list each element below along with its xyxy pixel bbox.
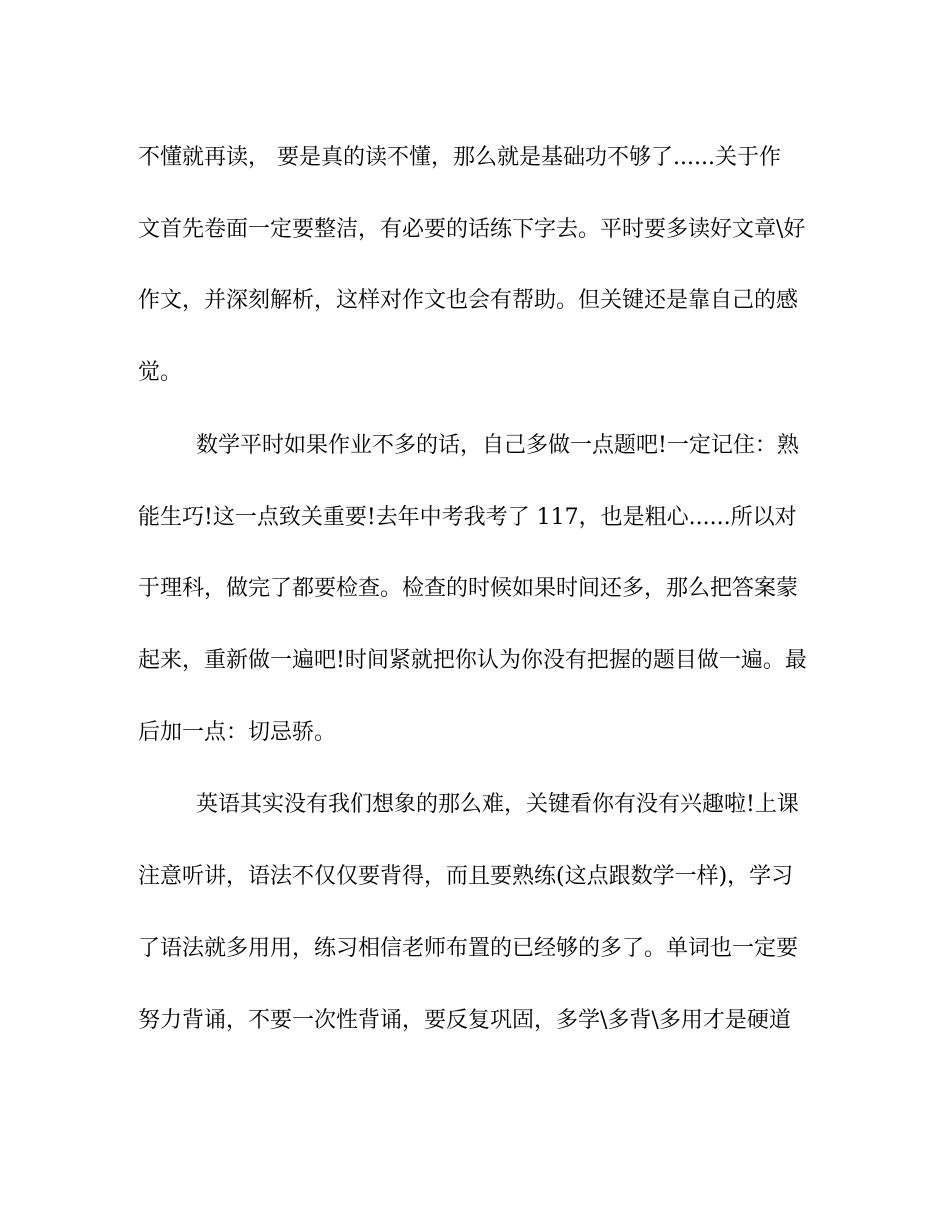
paragraph-start-line: 英语其实没有我们想象的那么难，关键看你有没有兴趣啦!上课	[196, 792, 799, 817]
text-line: 努力背诵，不要一次性背诵，要反复巩固，多学\多背\多用才是硬道	[138, 1008, 791, 1033]
text-line: 不懂就再读， 要是真的读不懂，那么就是基础功不够了......关于作	[138, 145, 781, 170]
text-line: 后加一点：切忌骄。	[138, 720, 337, 745]
text-line: 能生巧!这一点致关重要!去年中考我考了 117，也是粗心......所以对	[138, 505, 797, 530]
text-line: 于理科，做完了都要检查。检查的时候如果时间还多，那么把答案蒙	[138, 576, 799, 601]
paragraph-start-line: 数学平时如果作业不多的话，自己多做一点题吧!一定记住：熟	[196, 433, 799, 458]
text-line: 觉。	[138, 360, 183, 385]
text-line: 了语法就多用用，练习相信老师布置的已经够的多了。单词也一定要	[138, 936, 799, 961]
text-line: 文首先卷面一定要整洁，有必要的话练下字去。平时要多读好文章\好	[138, 217, 806, 242]
text-line: 注意听讲，语法不仅仅要背得，而且要熟练(这点跟数学一样)，学习	[138, 864, 794, 889]
text-line: 作文，并深刻解析，这样对作文也会有帮助。但关键还是靠自己的感	[138, 288, 799, 313]
text-line: 起来，重新做一遍吧!时间紧就把你认为你没有把握的题目做一遍。最	[138, 648, 807, 673]
